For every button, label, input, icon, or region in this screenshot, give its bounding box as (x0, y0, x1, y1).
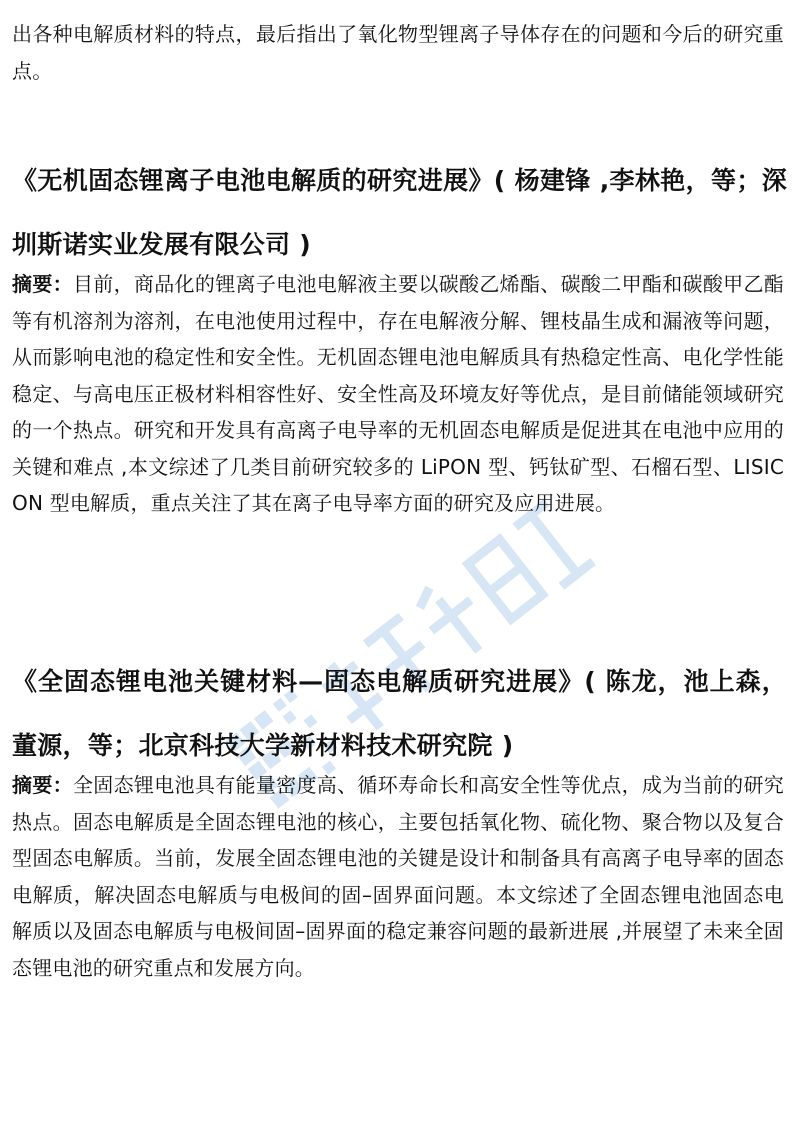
article-title-2: 《全固态锂电池关键材料—固态电解质研究进展》( 陈龙，池上森，董源，等；北京科技大学新材料技术研究院 ) (12, 667, 787, 760)
article-title-1: 《无机固态锂离子电池电解质的研究进展》( 杨建锋 ,李林艳，等；深圳斯诺实业发展有限公司 ) (12, 166, 787, 259)
summary-label-2: 摘要： (12, 773, 73, 797)
article-summary-1 (12, 266, 784, 522)
summary-text-2: 全固态锂电池具有能量密度高、循环寿命长和高安全性等优点，成为当前的研究热点。固态电解质是全固态锂电池的核心，主要包括氧化物、硫化物、聚合物以及复合型固态电解质。当前，发展全固态锂电池的关键是设计和制备具有高离子电导率的固态电解质，解决固态电解质与电极间的固–固界面问题。本文综述了全固态锂电池固态电解质以及固态电解质与电极间固–固界面的稳定兼容问题的最新进展 ,并展望了未来全固态锂电池的研究重点和发展方向。 (12, 773, 785, 980)
summary-text-1: 目前，商品化的锂离子电池电解液主要以碳酸乙烯酯、碳酸二甲酯和碳酸甲乙酯等有机溶剂为溶剂，在电池使用过程中，存在电解液分解、锂枝晶生成和漏液等问题，从而影响电池的稳定性和安全性。无机固态锂电池电解质具有热稳定性高、电化学性能稳定、与高电压正极材料相容性好、安全性高及环境友好等优点，是目前储能领域研究的一个热点。研究和开发具有高离子电导率的无机固态电解质是促进其在电池中应用的关键和难点 ,本文综述了几类目前研究较多的 LiPON 型、钙钛矿型、石榴石型、LISICON 型电解质，重点关注了其在离子电导率方面的研究及应用进展。 (12, 272, 785, 515)
article-summary-2 (12, 767, 784, 986)
summary-label-1: 摘要： (12, 272, 73, 296)
intro-paragraph: 出各种电解质材料的特点，最后指出了氧化物型锂离子导体存在的问题和今后的研究重点。 (12, 22, 784, 83)
